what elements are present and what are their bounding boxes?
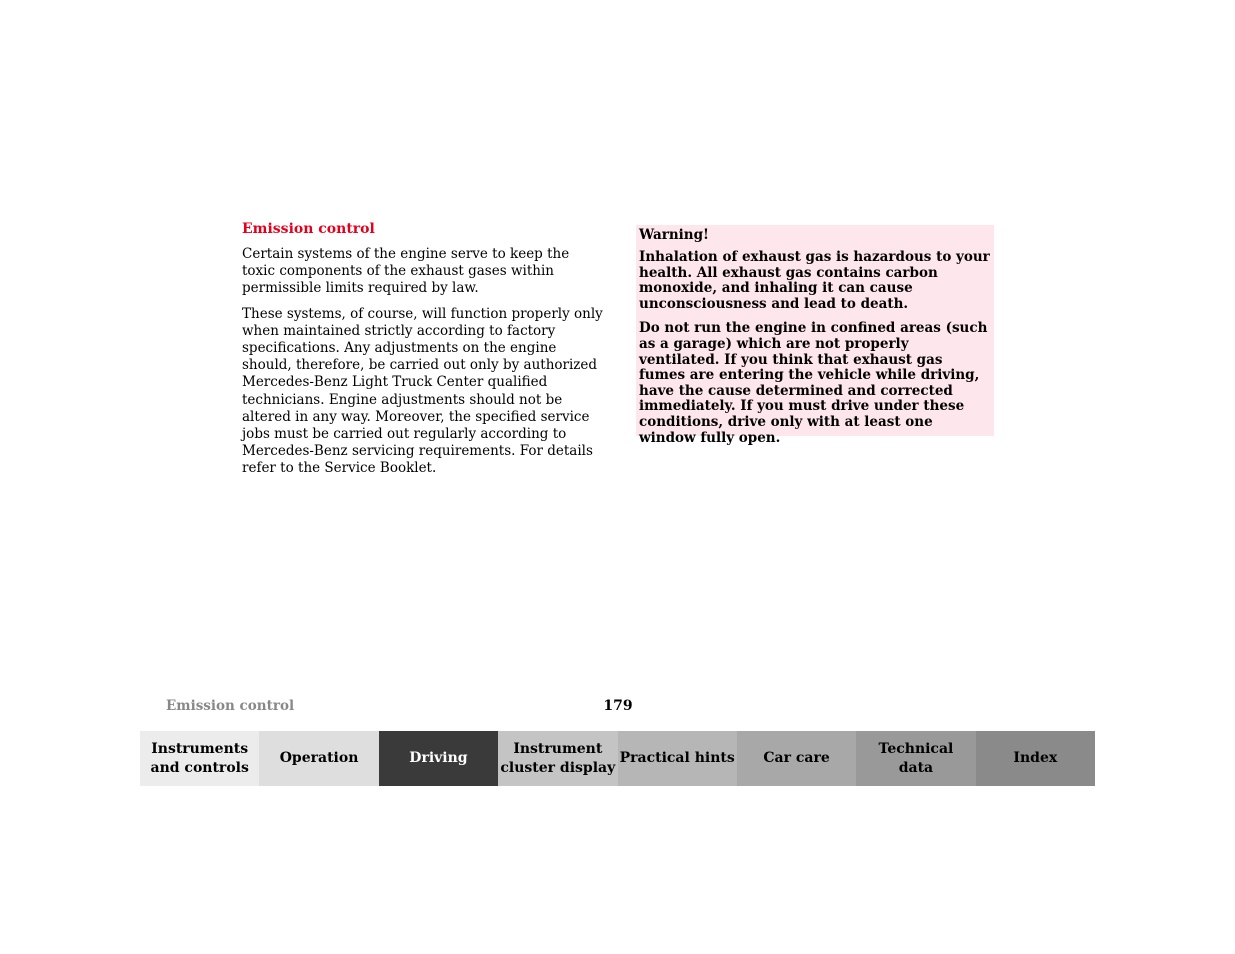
article-paragraph: Certain systems of the engine serve to keep the toxic components of the exhaust gases within permissible limits required by law. <box>242 246 570 297</box>
nav-tab-operation[interactable]: Operation <box>259 731 378 786</box>
nav-tab-technical-data[interactable]: Technical data <box>856 731 975 786</box>
nav-tab-car-care[interactable]: Car care <box>737 731 856 786</box>
warning-box <box>636 225 994 446</box>
article-paragraph: These systems, of course, will function properly only when maintained strictly according to factory specifications. Any adjustments on the engine should, therefore, be carried out only by authorized Mercedes-Benz Light Truck Center qualified technicians. Engine adjustments should not be altered in any way. Moreover, the specified service jobs must be carried out regularly according to Mercedes-Benz servicing requirements. For details refer to the Service Booklet. <box>242 305 603 477</box>
nav-tab-instruments-and-controls[interactable]: Instruments and controls <box>140 731 259 786</box>
nav-tab-index[interactable]: Index <box>976 731 1095 786</box>
nav-tab-driving[interactable]: Driving <box>379 731 498 786</box>
section-title: Emission control <box>242 221 375 237</box>
chapter-nav-bar <box>140 731 1095 786</box>
article-column <box>242 221 604 486</box>
warning-paragraph: Inhalation of exhaust gas is hazardous to your health. All exhaust gas contains carbon monoxide, and inhaling it can cause unconsciousness and lead to death. <box>639 249 990 312</box>
page-number: 179 <box>603 698 633 714</box>
nav-tab-instrument-cluster-display[interactable]: Instrument cluster display <box>498 731 617 786</box>
footer-section-label: Emission control <box>166 698 295 714</box>
nav-tab-practical-hints[interactable]: Practical hints <box>618 731 737 786</box>
warning-title: Warning! <box>639 227 709 243</box>
warning-paragraph: Do not run the engine in confined areas (such as a garage) which are not properly ventilated. If you think that exhaust gas fumes are entering the vehicle while driving, have the cause determined and corrected immediately. If you must drive under these conditions, drive only with at least one window fully open. <box>639 320 988 446</box>
